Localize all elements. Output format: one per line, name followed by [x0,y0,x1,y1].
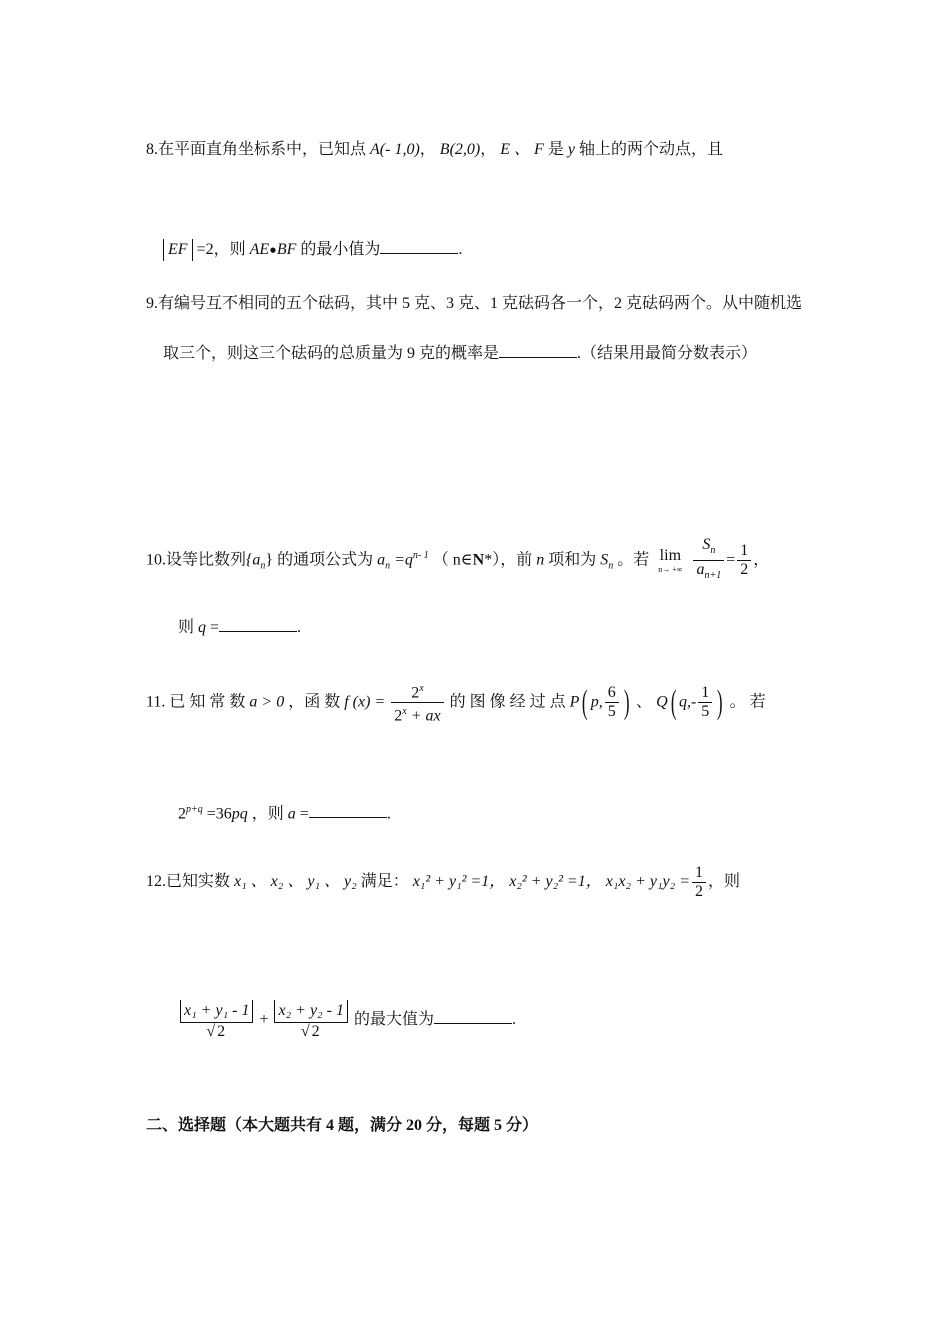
answer-blank[interactable] [309,803,387,818]
abs-ef: EF [163,239,193,261]
fraction-distance-2: $\frac{\text{x₂ + y₂ - 1}}{√ 2}$ [274,1000,347,1041]
point-a: A(- 1,0) [370,141,420,158]
answer-blank[interactable] [380,239,458,254]
fraction-one-fifth: $\frac{1}{5}$ [698,684,712,721]
fraction-half: $\frac{1}{2}$ [737,542,751,579]
right-paren-icon: ) [717,683,723,721]
left-paren-icon: ( [670,683,677,721]
fraction-fx: $\frac{2^x}{2^x + ax}$ [391,680,443,726]
sqrt-icon: √ 2 [206,1023,226,1040]
q11-line2: $2^{p+q} =36pq$ ，则 a = . [178,804,391,823]
fraction-sn-over-an1: $\frac{S_n}{a_{n+1}}$ [693,536,724,585]
point-b: B(2,0) [439,141,481,158]
fraction-half: $\frac{1}{2}$ [692,864,706,901]
q10-line2: 则 q = . [178,619,302,636]
q10-line1: 10.设等比数列$\{a_n\}$ 的通项公式为 $a_n =q^{n- 1}$ （ n∈N*），前 n 项和为 $S_n$ 。若 lim n→ +∞ $\frac{S_n}{a_{n+1}}$ = $\frac{1}{2}$ ， [146,536,769,585]
right-paren-icon: ) [623,683,630,721]
answer-blank[interactable] [499,343,577,358]
limit: lim n→ +∞ [658,546,683,574]
q8-line1: 8.在平面直角坐标系中，已知点 A(- 1,0)， B(2,0)， E 、 F 是 y 轴上的两个动点，且 [146,141,723,158]
answer-blank[interactable] [434,1009,512,1024]
q11-line1: 11. 已 知 常 数 a > 0 ，函 数 f (x) = $\frac{2^x}{2^x + ax}$ 的 图 像 经 过 点 P( p, $\frac{6}{5}$ ) 、 Q( q,- $\frac{1}{5}$ ) 。 若 [146,680,766,726]
sqrt-icon: √ 2 [300,1023,320,1040]
answer-blank[interactable] [219,617,297,632]
section-heading: 二、选择题（本大题共有 4 题，满分 20 分，每题 5 分） [146,1117,539,1134]
q8-line2: EF =2，则 AE•BF 的最小值为 . [163,238,462,262]
q9-line2: 取三个，则这三个砝码的总质量为 9 克的概率是 .（结果用最简分数表示） [163,345,758,362]
fraction-six-fifths: $\frac{6}{5}$ [605,684,619,721]
q12-line2: $\frac{\text{x₁ + y₁ - 1}}{√ 2}$ + $\frac{\text{x₂ + y₂ - 1}}{√ 2}$ 的最大值为 . [178,1000,516,1041]
fraction-distance-1: $\frac{\text{x₁ + y₁ - 1}}{√ 2}$ [180,1000,253,1041]
q9-line1: 9.有编号互不相同的五个砝码，其中 5 克、3 克、1 克砝码各一个，2 克砝码两个。从中随机选 [146,295,803,312]
left-paren-icon: ( [582,683,588,721]
dot-product-icon: • [269,237,277,263]
q12-line1: 12.已知实数 x₁ 、 x₂ 、 y₁ 、 y₂ 满足： x₁² + y₁² =1， x₂² + y₂² =1， x₁x₂ + y₁y₂ = $\frac{1}{2}$ ，则 [146,864,741,900]
